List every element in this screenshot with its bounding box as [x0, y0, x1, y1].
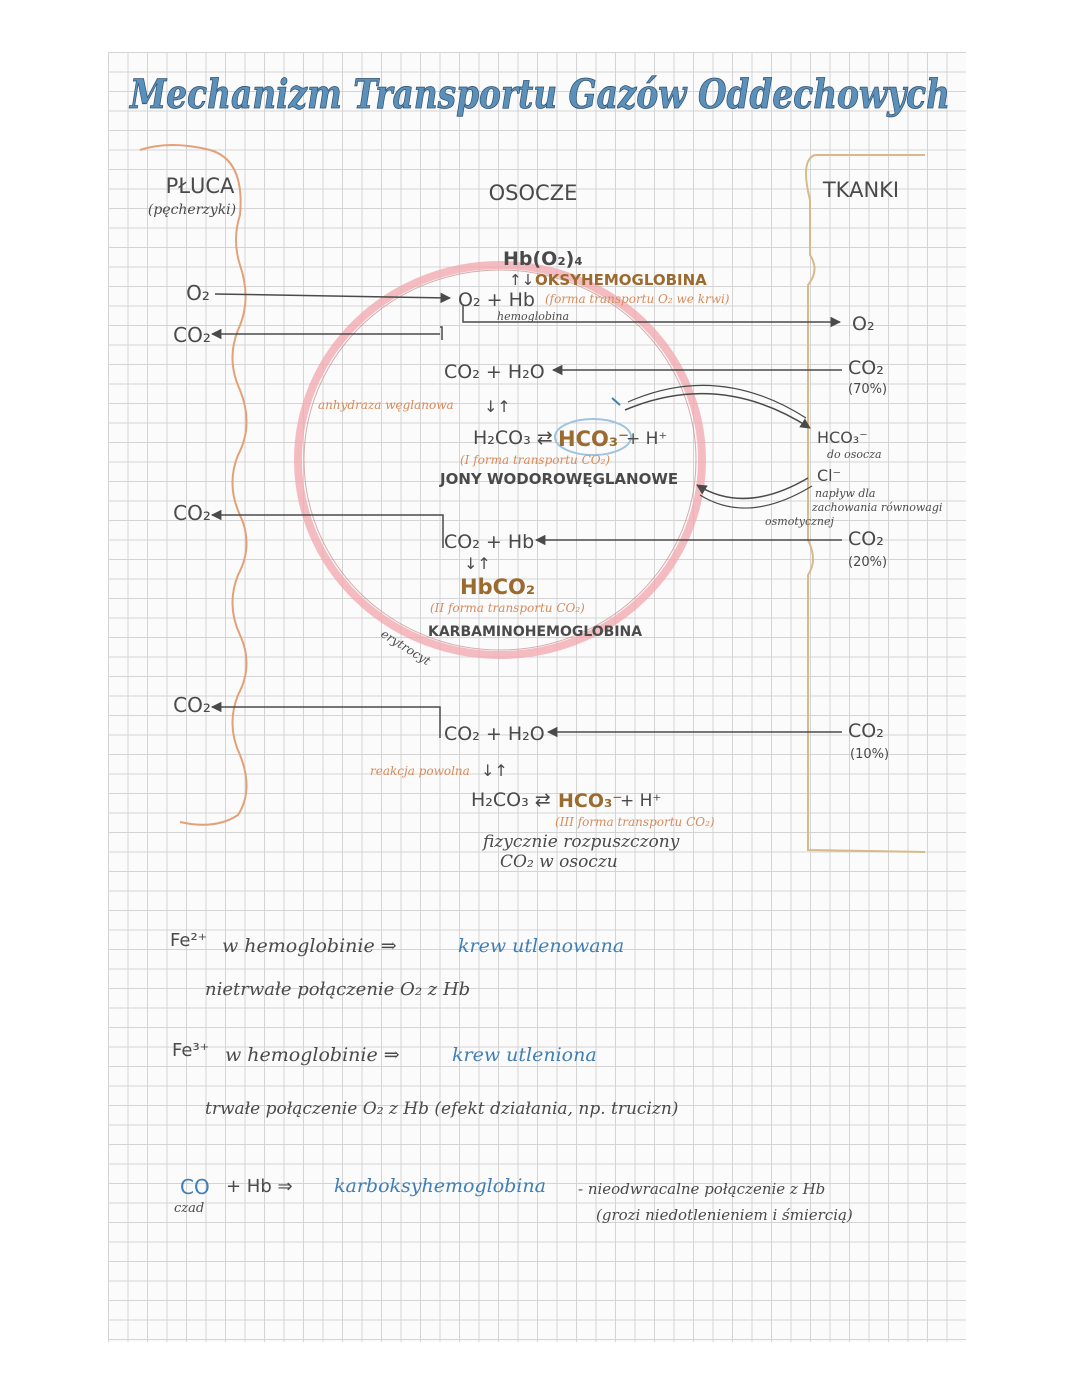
- lungs-co2-b: CO₂: [173, 501, 211, 525]
- eq-arrows-3: ↓↑: [464, 554, 491, 573]
- co2-form-3: (III forma transportu CO₂): [555, 815, 715, 829]
- arrow-cl-in: [697, 478, 808, 498]
- dissolved-co2-line-1: fizycznie rozpuszczony: [483, 832, 680, 852]
- tissue-co2-b: CO₂: [848, 528, 884, 550]
- osmotic-note-3: osmotycznej: [765, 515, 834, 528]
- cell-h2co3: H₂CO₃ ⇄: [473, 427, 553, 449]
- plasma-h2co3: H₂CO₃ ⇄: [471, 789, 551, 811]
- osmotic-note-1: napływ dla: [815, 487, 876, 500]
- fe2-text: w hemoglobinie ⇒: [222, 935, 397, 957]
- tissue-co2-a: CO₂: [848, 357, 884, 379]
- hemoglobin-label: hemoglobina: [497, 310, 570, 323]
- co-text: + Hb ⇒: [226, 1176, 293, 1197]
- plasma-co2-h2o: CO₂ + H₂O: [444, 723, 545, 745]
- lungs-co2-a: CO₂: [173, 323, 211, 347]
- fe2-result: krew utlenowana: [458, 935, 625, 957]
- tissue-o2: O₂: [852, 313, 875, 335]
- osmotic-note-2: zachowania równowagi: [812, 501, 943, 514]
- tissues-header: TKANKI: [822, 178, 900, 202]
- co-description-2: (grozi niedotlenieniem i śmiercią): [596, 1206, 853, 1224]
- dissolved-co2-line-2: CO₂ w osoczu: [500, 852, 618, 872]
- fe2-line-2: nietrwałe połączenie O₂ z Hb: [205, 979, 471, 1000]
- czad-label: czad: [174, 1201, 205, 1216]
- hbco2-label: HbCO₂: [460, 575, 536, 599]
- eq-arrows-1: ↑↓: [509, 271, 535, 289]
- fe2-label: Fe²⁺: [170, 930, 208, 951]
- tissue-pct-70: (70%): [848, 382, 888, 397]
- slow-reaction-label: reakcja powolna: [370, 764, 470, 778]
- fe3-line-2: trwałe połączenie O₂ z Hb (efekt działania, np. trucizn): [205, 1099, 679, 1119]
- bicarbonate-ions-label: JONY WODOROWĘGLANOWE: [440, 470, 679, 488]
- lungs-subheader: (pęcherzyki): [147, 202, 237, 218]
- oxyhemoglobin-label: OKSYHEMOGLOBINA: [535, 271, 707, 289]
- cell-hco3: HCO₃⁻: [558, 427, 630, 451]
- co2-form-1: (I forma transportu CO₂): [460, 453, 611, 467]
- fe3-label: Fe³⁺: [172, 1040, 210, 1061]
- cell-h-plus: + H⁺: [626, 429, 668, 449]
- lungs-o2: O₂: [186, 281, 210, 305]
- plasma-h-plus: + H⁺: [620, 791, 662, 811]
- tissue-co2-c: CO₂: [848, 720, 884, 742]
- co-description: - nieodwracalne połączenie z Hb: [578, 1180, 826, 1198]
- eq-arrows-2: ↓↑: [484, 397, 511, 416]
- cell-co2-h2o: CO₂ + H₂O: [444, 361, 545, 383]
- arrow-hco3-out: [625, 394, 810, 428]
- tissue-hco3: HCO₃⁻: [817, 428, 868, 447]
- arrow-co2-to-lungs-c: [212, 707, 440, 738]
- erythrocyte-label: erytrocyt: [378, 626, 434, 669]
- carbaminohemoglobin-label: KARBAMINOHEMOGLOBINA: [428, 624, 643, 640]
- plasma-hco3: HCO₃⁻: [558, 790, 623, 812]
- to-plasma-label: do osocza: [827, 448, 882, 461]
- arrow-co2-to-lungs-a: [212, 327, 442, 340]
- fe3-result: krew utleniona: [452, 1044, 597, 1066]
- hb-o2-4: Hb(O₂)₄: [503, 248, 583, 270]
- lungs-header: PŁUCA: [165, 174, 235, 198]
- lungs-co2-c: CO₂: [173, 693, 211, 717]
- o2-plus-hb: O₂ + Hb: [458, 289, 535, 311]
- plasma-header: OSOCZE: [488, 181, 578, 205]
- arrow-o2-to-hb: [215, 294, 450, 298]
- o2-transport-form: (forma transportu O₂ we krwi): [545, 292, 730, 306]
- lung-outline: [140, 145, 247, 825]
- eq-arrows-4: ↓↑: [481, 761, 508, 780]
- carboxyhemoglobin-label: karboksyhemoglobina: [334, 1175, 546, 1197]
- tissue-cl: Cl⁻: [817, 466, 842, 485]
- co-label: CO: [180, 1175, 210, 1199]
- tissue-pct-10: (10%): [850, 747, 890, 762]
- page-title: Mechanizm Transportu Gazów Oddechowych: [128, 71, 950, 118]
- fe3-text: w hemoglobinie ⇒: [225, 1044, 400, 1066]
- carbonic-anhydrase-label: anhydraza węglanowa: [318, 398, 454, 412]
- tissue-pct-20: (20%): [848, 555, 888, 570]
- cell-co2-hb: CO₂ + Hb: [444, 531, 535, 553]
- co2-form-2: (II forma transportu CO₂): [430, 601, 585, 615]
